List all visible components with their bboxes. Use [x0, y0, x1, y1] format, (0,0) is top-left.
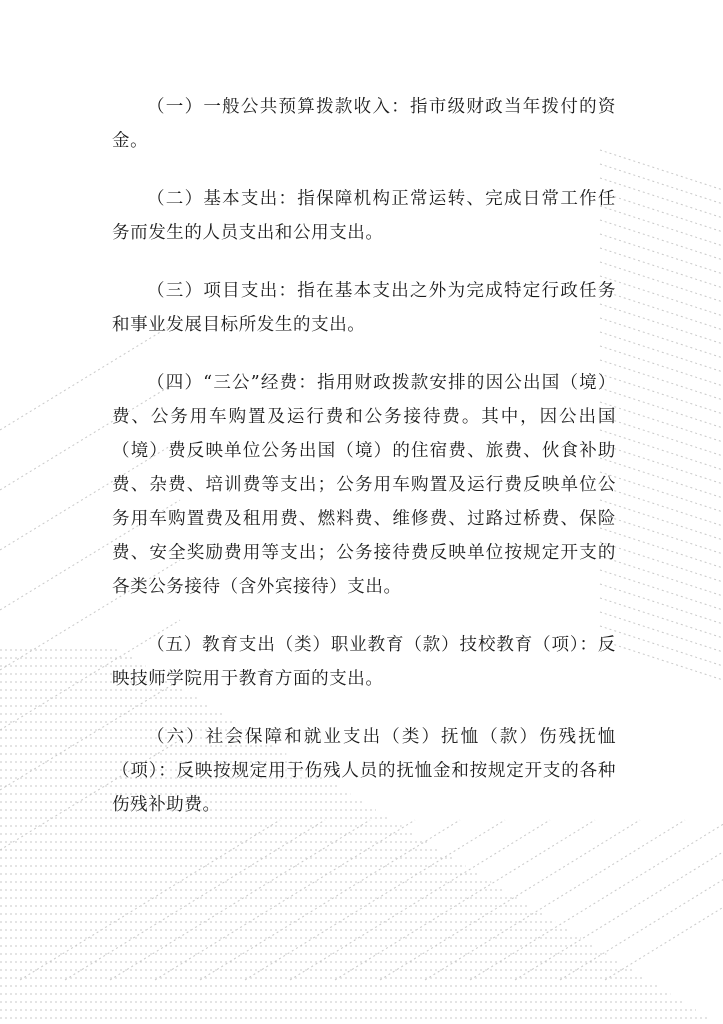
paragraph-general-budget-income: （一）一般公共预算拨款收入：指市级财政当年拨付的资金。 — [112, 97, 616, 151]
paragraph-social-security-expenditure: （六）社会保障和就业支出（类）抚恤（款）伤残抚恤（项）：反映按规定用于伤残人员的抚恤金和按规定开支的各种伤残补助费。 — [112, 727, 616, 815]
paragraph-education-expenditure: （五）教育支出（类）职业教育（款）技校教育（项）：反映技师学院用于教育方面的支出。 — [112, 635, 616, 689]
paragraph-project-expenditure: （三）项目支出：指在基本支出之外为完成特定行政任务和事业发展目标所发生的支出。 — [112, 281, 616, 335]
paragraph-three-public-expenses: （四）“三公”经费：指用财政拨款安排的因公出国（境）费、公务用车购置及运行费和公务接待费。其中，因公出国（境）费反映单位公务出国（境）的住宿费、旅费、伙食补助费、杂费、培训费等支出；公务用车购置及运行费反映单位公务用车购置费及租用费、燃料费、维修费、过路过桥费、保险费、安全奖励费用等支出；公务接待费反映单位按规定开支的各类公务接待（含外宾接待）支出。 — [112, 373, 616, 597]
paragraph-basic-expenditure: （二）基本支出：指保障机构正常运转、完成日常工作任务而发生的人员支出和公用支出。 — [112, 189, 616, 243]
document-body — [112, 90, 616, 846]
